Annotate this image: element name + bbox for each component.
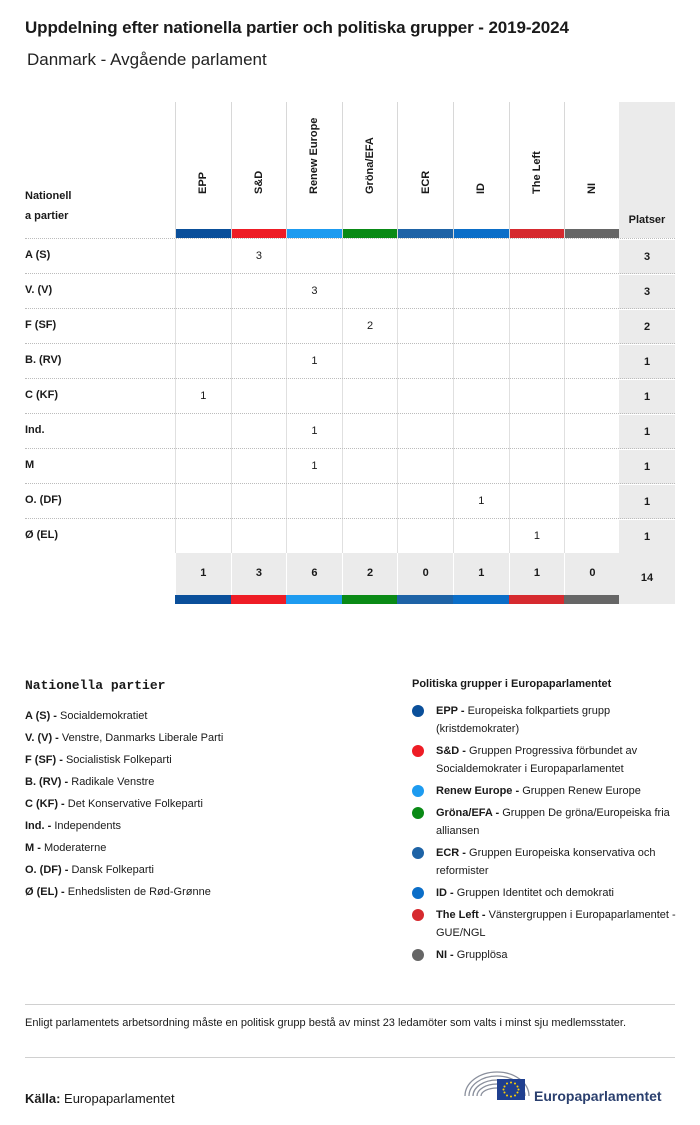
party-label: Ind. (25, 424, 45, 436)
group-color-bar (342, 595, 398, 604)
page-subtitle: Danmark - Avgående parlament (27, 50, 267, 69)
seat-cell (564, 449, 620, 484)
row-total: 3 (619, 274, 675, 309)
table-row (25, 483, 675, 518)
group-color-bar (453, 595, 509, 604)
table-row (25, 413, 675, 448)
seat-cell (286, 484, 342, 519)
seat-cell (175, 274, 231, 309)
column-header (453, 102, 509, 238)
legend-party-abbr: B. (RV) - (25, 776, 69, 788)
legend-party-item (25, 771, 395, 793)
legend-national-parties (25, 678, 395, 903)
row-header (25, 186, 71, 226)
legend-party-abbr: O. (DF) - (25, 864, 69, 876)
legend-party-item (25, 727, 395, 749)
legend-parties-heading: Nationella partier (25, 678, 166, 693)
seat-cell (175, 239, 231, 274)
seat-cell: 1 (286, 344, 342, 379)
seat-cell (175, 309, 231, 344)
seat-cell (509, 484, 565, 519)
legend-group-name: Europeiska folkpartiets grupp (kristdemokrater) (436, 705, 611, 735)
group-color-bar (286, 595, 342, 604)
legend-group-item (412, 906, 677, 942)
legend-party-item (25, 705, 395, 727)
seat-cell (564, 309, 620, 344)
legend-group-name: Grupplösa (456, 949, 508, 961)
group-color-bar (398, 229, 453, 238)
source-label: Källa: (25, 1091, 61, 1106)
party-label: Ø (EL) (25, 529, 58, 541)
seat-cell (509, 274, 565, 309)
party-label: M (25, 459, 35, 471)
legend-group-item (412, 742, 677, 778)
party-label: F (SF) (25, 319, 57, 331)
legend-party-name: Venstre, Danmarks Liberale Parti (61, 732, 224, 744)
group-color-dot-icon (412, 745, 424, 757)
seat-cell: 1 (175, 379, 231, 414)
group-color-bar (565, 229, 620, 238)
group-total: 0 (397, 553, 453, 595)
table-row (25, 518, 675, 553)
table-row (25, 238, 675, 273)
seat-cell (564, 519, 620, 554)
table-row (25, 378, 675, 413)
party-label: O. (DF) (25, 494, 62, 506)
seat-cell (453, 344, 509, 379)
legend-group-abbr: NI - (436, 949, 454, 961)
seat-cell (564, 239, 620, 274)
table-row (25, 273, 675, 308)
seat-cell (175, 449, 231, 484)
group-total: 2 (342, 553, 398, 595)
legend-party-item (25, 859, 395, 881)
seat-cell (453, 274, 509, 309)
seat-cell (286, 309, 342, 344)
row-header-line2: a partier (25, 210, 69, 222)
seat-cell (286, 519, 342, 554)
legend-group-item (412, 844, 677, 880)
table-row (25, 308, 675, 343)
seat-cell (231, 379, 287, 414)
legend-party-name: Moderaterne (43, 842, 107, 854)
legend-party-item (25, 815, 395, 837)
seat-cell (509, 239, 565, 274)
column-header (231, 102, 287, 238)
party-label: C (KF) (25, 389, 58, 401)
legend-party-abbr: V. (V) - (25, 732, 59, 744)
seat-cell (342, 239, 398, 274)
legend-group-name: Vänstergruppen i Europaparlamentet - GUE/NGL (436, 909, 676, 939)
group-color-bar (397, 595, 453, 604)
page-title: Uppdelning efter nationella partier och politiska grupper - 2019-2024 (25, 18, 569, 37)
seat-cell: 1 (509, 519, 565, 554)
party-label: V. (V) (25, 284, 53, 296)
legend-group-item (412, 946, 677, 964)
seat-cell (453, 379, 509, 414)
group-color-bar (175, 595, 231, 604)
seat-cell (509, 449, 565, 484)
row-total: 1 (619, 484, 675, 519)
seat-cell (397, 414, 453, 449)
ep-logo (462, 1066, 677, 1106)
seat-cell (564, 414, 620, 449)
source-value: Europaparlamentet (64, 1091, 175, 1106)
column-header-label: S&D (252, 170, 265, 194)
legend-group-item (412, 804, 677, 840)
group-total: 1 (453, 553, 509, 595)
legend-group-item (412, 782, 677, 800)
seats-header: Platser (619, 102, 675, 238)
seat-cell (564, 379, 620, 414)
group-color-bar (231, 595, 287, 604)
seat-cell (564, 344, 620, 379)
group-total: 0 (564, 553, 620, 595)
legend-party-item (25, 749, 395, 771)
grand-total: 14 (619, 553, 675, 604)
legend-group-abbr: S&D - (436, 745, 466, 757)
seat-cell (453, 309, 509, 344)
legend-party-name: Det Konservative Folkeparti (67, 798, 203, 810)
legend-party-abbr: A (S) - (25, 710, 57, 722)
party-label: A (S) (25, 249, 51, 261)
seat-cell (509, 309, 565, 344)
legend-party-name: Enhedslisten de Rød-Grønne (67, 886, 211, 898)
seat-cell (231, 309, 287, 344)
seat-cell (509, 379, 565, 414)
table-row (25, 343, 675, 378)
source (25, 1091, 175, 1106)
seat-cell (453, 519, 509, 554)
seat-cell (342, 484, 398, 519)
seat-cell (342, 449, 398, 484)
seat-cell (397, 274, 453, 309)
legend-group-name: Gruppen De gröna/Europeiska fria alliansen (436, 807, 670, 837)
column-header (286, 102, 342, 238)
group-color-dot-icon (412, 807, 424, 819)
row-total: 1 (619, 379, 675, 414)
row-header-line1: Nationell (25, 190, 72, 202)
seat-cell (342, 519, 398, 554)
group-color-bar (564, 595, 620, 604)
seat-cell (342, 414, 398, 449)
legend-party-item (25, 793, 395, 815)
logo-text: Europaparlamentet (534, 1088, 662, 1104)
seat-cell (342, 379, 398, 414)
legend-group-abbr: EPP - (436, 705, 465, 717)
group-color-dot-icon (412, 785, 424, 797)
row-total: 1 (619, 449, 675, 484)
legend-political-groups (412, 678, 677, 968)
legend-party-abbr: Ind. - (25, 820, 52, 832)
row-total: 1 (619, 414, 675, 449)
legend-group-abbr: ID - (436, 887, 454, 899)
seat-cell (342, 274, 398, 309)
seat-cell (397, 344, 453, 379)
seat-cell (564, 274, 620, 309)
seat-cell (175, 344, 231, 379)
group-color-bar (343, 229, 398, 238)
seat-cell (286, 239, 342, 274)
legend-party-abbr: C (KF) - (25, 798, 65, 810)
seat-cell (564, 484, 620, 519)
legend-group-abbr: Gröna/EFA - (436, 807, 500, 819)
seat-cell (175, 484, 231, 519)
seat-cell: 1 (453, 484, 509, 519)
legend-party-abbr: Ø (EL) - (25, 886, 65, 898)
legend-party-abbr: F (SF) - (25, 754, 63, 766)
row-total: 1 (619, 344, 675, 379)
seat-cell (175, 414, 231, 449)
seat-cell (342, 344, 398, 379)
legend-group-name: Gruppen Renew Europe (522, 785, 641, 797)
group-color-dot-icon (412, 909, 424, 921)
column-header (175, 102, 231, 238)
seat-cell (231, 519, 287, 554)
legend-group-name: Gruppen Progressiva förbundet av Socialdemokrater i Europaparlamentet (436, 745, 638, 775)
seat-cell (509, 414, 565, 449)
column-header-label: Gröna/EFA (364, 137, 377, 194)
group-color-dot-icon (412, 887, 424, 899)
group-color-bar (232, 229, 287, 238)
group-total: 6 (286, 553, 342, 595)
group-color-dot-icon (412, 847, 424, 859)
group-total: 1 (175, 553, 231, 595)
seat-cell (286, 379, 342, 414)
group-color-bar (454, 229, 509, 238)
group-color-bar (287, 229, 342, 238)
column-header-label: EPP (197, 171, 210, 194)
row-total: 3 (619, 239, 675, 274)
seat-cell: 3 (231, 239, 287, 274)
seat-cell (231, 274, 287, 309)
legend-group-item (412, 884, 677, 902)
group-total: 1 (509, 553, 565, 595)
legend-party-abbr: M - (25, 842, 41, 854)
legend-group-abbr: Renew Europe - (436, 785, 520, 797)
seat-cell (231, 344, 287, 379)
seat-cell: 3 (286, 274, 342, 309)
column-header (397, 102, 453, 238)
seat-cell (397, 449, 453, 484)
seat-cell (397, 239, 453, 274)
seat-cell (453, 414, 509, 449)
seat-cell (509, 344, 565, 379)
legend-party-name: Dansk Folkeparti (71, 864, 154, 876)
legend-party-item (25, 837, 395, 859)
group-color-bar (510, 229, 565, 238)
legend-group-name: Gruppen Identitet och demokrati (456, 887, 614, 899)
footnote: Enligt parlamentets arbetsordning måste en politisk grupp bestå av minst 23 ledamöter som valts i minst sju medlemsstater. (25, 1004, 675, 1058)
column-header (342, 102, 398, 238)
seat-cell (397, 484, 453, 519)
legend-party-name: Socialistisk Folkeparti (65, 754, 172, 766)
group-color-bar (176, 229, 231, 238)
seat-cell (453, 449, 509, 484)
legend-group-abbr: ECR - (436, 847, 466, 859)
seat-cell: 2 (342, 309, 398, 344)
legend-group-item (412, 702, 677, 738)
row-total: 1 (619, 519, 675, 554)
group-total: 3 (231, 553, 287, 595)
seat-cell (397, 309, 453, 344)
column-header-label: Renew Europe (308, 117, 321, 194)
column-header (509, 102, 565, 238)
column-header-label: NI (586, 183, 599, 194)
legend-group-name: Gruppen Europeiska konservativa och reformister (436, 847, 656, 877)
legend-party-name: Radikale Venstre (71, 776, 155, 788)
seat-cell (231, 414, 287, 449)
legend-party-item (25, 881, 395, 903)
group-color-dot-icon (412, 705, 424, 717)
column-header (564, 102, 620, 238)
legend-party-name: Socialdemokratiet (60, 710, 148, 722)
seat-cell (397, 379, 453, 414)
column-header-label: ID (475, 183, 488, 194)
seat-cell: 1 (286, 449, 342, 484)
legend-group-abbr: The Left - (436, 909, 486, 921)
seat-cell (397, 519, 453, 554)
seat-cell: 1 (286, 414, 342, 449)
seat-cell (175, 519, 231, 554)
party-label: B. (RV) (25, 354, 62, 366)
legend-party-name: Independents (54, 820, 122, 832)
parliament-hemicycle-icon (462, 1066, 532, 1106)
row-total: 2 (619, 309, 675, 344)
legend-groups-heading: Politiska grupper i Europaparlamentet (412, 678, 612, 690)
group-color-bar (509, 595, 565, 604)
table-row (25, 448, 675, 483)
group-color-dot-icon (412, 949, 424, 961)
column-header-label: The Left (530, 151, 543, 194)
seat-cell (453, 239, 509, 274)
seat-cell (231, 449, 287, 484)
column-header-label: ECR (419, 170, 432, 194)
seat-cell (231, 484, 287, 519)
